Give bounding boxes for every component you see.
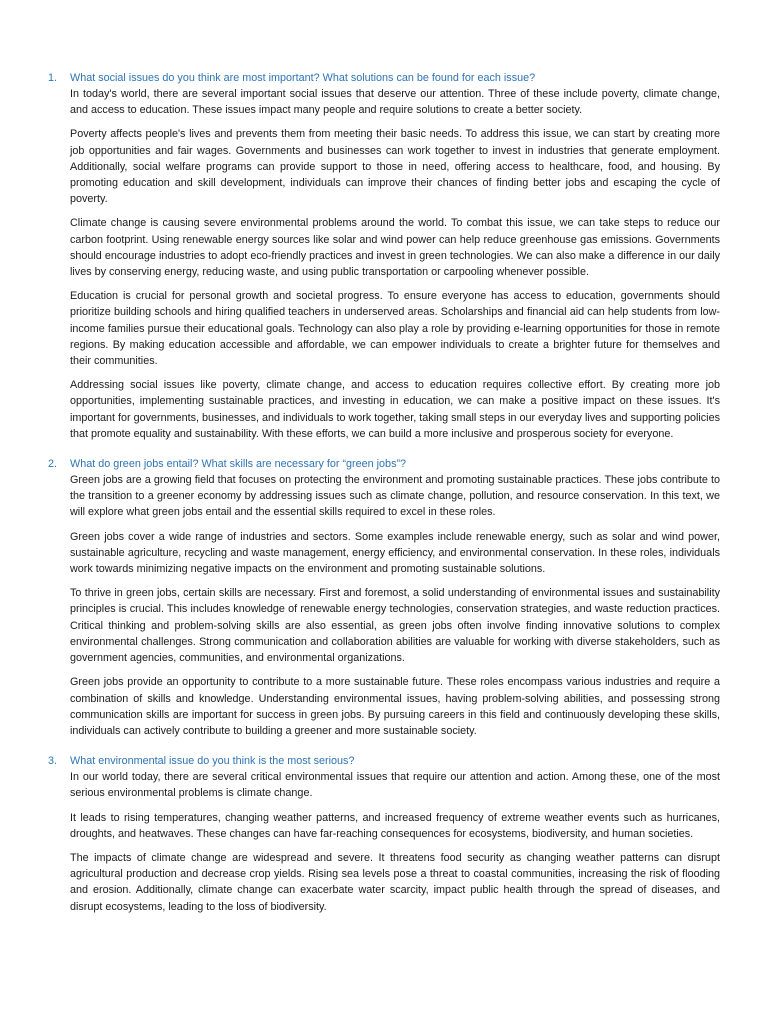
question-number: 1. <box>48 72 58 84</box>
paragraph: Addressing social issues like poverty, climate change, and access to education requires collective effort. By creating more job opportunities, implementing sustainable practices, and investing in education, we can make a positive impact on these issues. It's important for governments, businesses, and individuals to work together, taking small steps in our everyday lives and supporting policies that promote equality and sustainability. With these efforts, we can build a more inclusive and prosperous society for everyone. <box>70 379 720 440</box>
paragraph: It leads to rising temperatures, changing weather patterns, and increased frequency of extreme weather events such as hurricanes, droughts, and heatwaves. These changes can have far-reaching consequences for ecosystems, biodiversity, and human societies. <box>70 811 720 840</box>
question-body <box>70 769 720 915</box>
paragraph: Green jobs cover a wide range of industries and sectors. Some examples include renewable energy, such as solar and wind power, sustainable agriculture, recycling and waste management, energy efficiency, and environmental conservation. In these roles, individuals work towards minimizing negative impacts on the environment and promoting sustainable solutions. <box>70 530 720 576</box>
paragraph: To thrive in green jobs, certain skills are necessary. First and foremost, a solid understanding of environmental issues and sustainability principles is crucial. This includes knowledge of renewable energy technologies, conservation strategies, and waste reduction practices. Critical thinking and problem-solving skills are also essential, as green jobs often involve finding innovative solutions to complex environmental challenges. Strong communication and collaboration abilities are valuable for working with diverse stakeholders, such as government agencies, communities, and environmental organizations. <box>70 587 720 665</box>
question-title: What social issues do you think are most important? What solutions can be found for each issue? <box>70 72 536 84</box>
question-heading <box>48 456 720 472</box>
question-title: What do green jobs entail? What skills are necessary for “green jobs”? <box>70 458 407 471</box>
paragraph: Education is crucial for personal growth and societal progress. To ensure everyone has access to education, governments should prioritize building schools and hiring qualified teachers in underserved areas. Scholarships and financial aid can help students from low-income families pursue their educational goals. Technology can also play a role by providing e-learning opportunities for those in remote regions. By making education accessible and affordable, we can empower individuals to create a brighter future for themselves and their communities. <box>70 290 720 368</box>
question-number: 3. <box>48 755 58 768</box>
question-body <box>70 472 720 739</box>
paragraph: Climate change is causing severe environmental problems around the world. To combat this issue, we can take steps to reduce our carbon footprint. Using renewable energy sources like solar and wind power can help reduce greenhouse gas emissions. Governments should encourage industries to adopt eco-friendly practices and invest in green technologies. We can also make a difference in our daily lives by conserving energy, reducing waste, and using public transportation or carpooling whenever possible. <box>70 217 720 279</box>
paragraph: Green jobs are a growing field that focuses on protecting the environment and promoting sustainable practices. These jobs contribute to the transition to a greener economy by addressing issues such as climate change, pollution, and resource conservation. In this text, we will explore what green jobs entail and the essential skills required to excel in these roles. <box>70 474 720 519</box>
question-3 <box>48 753 720 915</box>
paragraph: In today's world, there are several important social issues that deserve our attention. Three of these include poverty, climate change, and access to education. These issues impact many people and require solutions to create a better society. <box>70 88 720 117</box>
question-heading <box>48 753 720 769</box>
question-2 <box>48 456 720 739</box>
question-heading <box>48 70 720 86</box>
question-number: 2. <box>48 458 58 471</box>
question-title: What environmental issue do you think is the most serious? <box>70 755 355 768</box>
paragraph: The impacts of climate change are widespread and severe. It threatens food security as changing weather patterns can disrupt agricultural production and decrease crop yields. Rising sea levels pose a threat to coastal communities, increasing the risk of flooding and erosion. Additionally, climate change can exacerbate water scarcity, impact public health through the spread of diseases, and disrupt ecosystems, leading to the loss of biodiversity. <box>70 851 720 913</box>
paragraph: Poverty affects people's lives and prevents them from meeting their basic needs. To address this issue, we can start by creating more job opportunities and fair wages. Governments and businesses can work together to invest in industries that generate employment. Additionally, social welfare programs can provide support to those in need, offering access to healthcare, food, and housing. By promoting education and skill development, individuals can improve their chances of finding better jobs and escaping the cycle of poverty. <box>70 128 720 206</box>
paragraph: In our world today, there are several critical environmental issues that require our attention and action. Among these, one of the most serious environmental problems is climate change. <box>70 771 720 800</box>
paragraph: Green jobs provide an opportunity to contribute to a more sustainable future. These roles encompass various industries and require a combination of skills and knowledge. Understanding environmental issues, having problem-solving abilities, and possessing strong communication skills are important for success in green jobs. By pursuing careers in this field and continuously developing these skills, individuals can actively contribute to building a greener and more sustainable society. <box>70 676 720 737</box>
question-1 <box>48 70 720 442</box>
question-body <box>70 86 720 442</box>
